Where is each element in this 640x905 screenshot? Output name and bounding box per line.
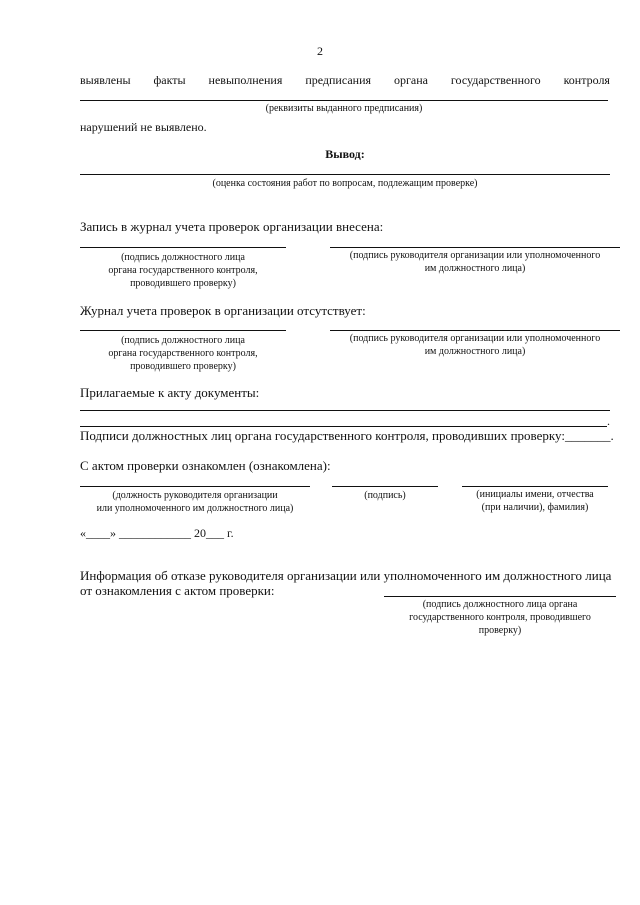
caption-head-position: (должность руководителя организации или уполномоченного им должностного лица) bbox=[96, 490, 294, 514]
caption-official-signature: (подпись должностного лица органа государственного контроля, проводившего проверку) bbox=[108, 335, 258, 372]
date-line: «____» ____________ 20___ г. bbox=[80, 526, 234, 540]
word: факты bbox=[153, 73, 186, 87]
attached-docs-dot: . bbox=[607, 414, 610, 428]
word: контроля bbox=[563, 73, 610, 87]
head-signature-line bbox=[330, 247, 620, 248]
requisites-line bbox=[80, 100, 608, 101]
word: предписания bbox=[305, 73, 372, 87]
conclusion-line bbox=[80, 174, 610, 175]
initials-line bbox=[462, 486, 608, 487]
acquainted-label: С актом проверки ознакомлен (ознакомлена): bbox=[80, 458, 331, 473]
official-signature-line bbox=[80, 330, 286, 331]
journal-absent-label: Журнал учета проверок в организации отсутствует: bbox=[80, 303, 366, 318]
caption-official-signature: (подпись должностного лица органа государственного контроля, проводившего проверку) bbox=[108, 252, 258, 289]
page-number: 2 bbox=[317, 44, 323, 58]
caption-head-signature: (подпись руководителя организации или уполномоченного им должностного лица) bbox=[349, 333, 601, 357]
attached-docs-line-2 bbox=[80, 426, 607, 427]
attached-docs-label: Прилагаемые к акту документы: bbox=[80, 385, 260, 400]
journal-entry-label: Запись в журнал учета проверок организации внесена: bbox=[80, 219, 384, 234]
attached-docs-line-1 bbox=[80, 410, 610, 411]
refusal-info: Информация об отказе руководителя организации или уполномоченного им должностного лица от ознакомления с актом проверки: bbox=[80, 568, 612, 598]
head-position-line bbox=[80, 486, 310, 487]
caption-initials: (инициалы имени, отчества (при наличии), фамилия) bbox=[476, 489, 594, 513]
conclusion-title: Вывод: bbox=[325, 147, 365, 161]
caption-assessment: (оценка состояния работ по вопросам, подлежащим проверке) bbox=[212, 178, 478, 189]
caption-refusal-signature: (подпись должностного лица органа государственного контроля, проводившего проверку) bbox=[409, 599, 591, 636]
signature-line bbox=[332, 486, 438, 487]
official-signature-line bbox=[80, 247, 286, 248]
word: выявлены bbox=[80, 73, 131, 87]
head-signature-line bbox=[330, 330, 620, 331]
word: невыполнения bbox=[208, 73, 283, 87]
caption-head-signature: (подпись руководителя организации или уполномоченного им должностного лица) bbox=[349, 250, 601, 274]
refusal-signature-line bbox=[384, 596, 616, 597]
word: органа bbox=[393, 73, 428, 87]
caption-signature: (подпись) bbox=[364, 490, 406, 501]
word: государственного bbox=[450, 73, 541, 87]
caption-requisites: (реквизиты выданного предписания) bbox=[265, 103, 423, 114]
violations-not-found: нарушений не выявлено. bbox=[80, 120, 207, 134]
violations-found-line bbox=[80, 73, 610, 87]
officials-signatures-label: Подписи должностных лиц органа государственного контроля, проводивших проверку:_______. bbox=[80, 428, 614, 443]
